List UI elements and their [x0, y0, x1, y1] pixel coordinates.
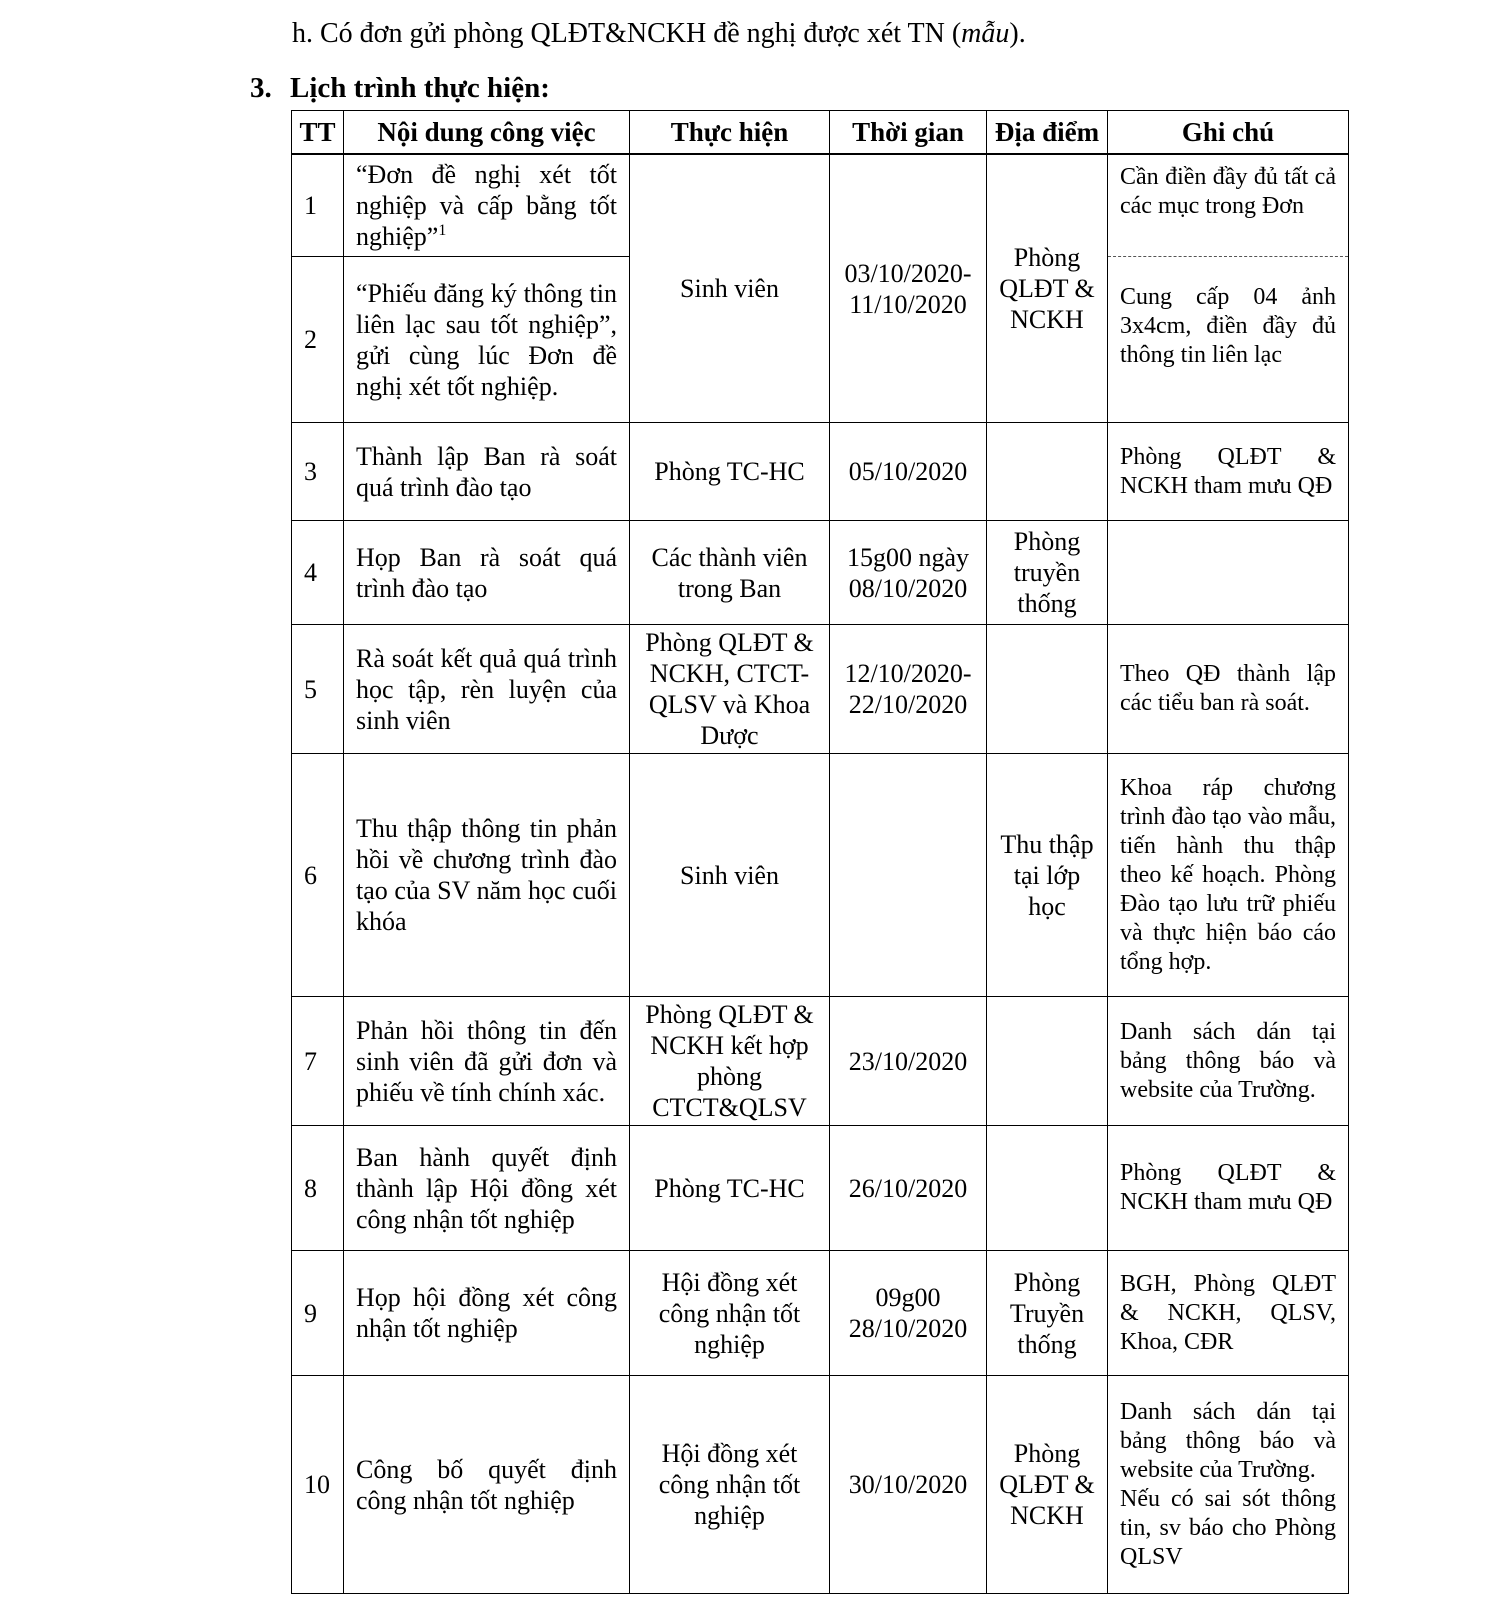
footnote-mark: 1 [438, 222, 447, 240]
cell-noi-dung: Rà soát kết quả quá trình học tập, rèn luyện của sinh viên [344, 625, 630, 754]
cell-tt: 8 [292, 1126, 344, 1251]
cell-dia-diem [987, 423, 1108, 521]
cell-thoi-gian: 05/10/2020 [830, 423, 987, 521]
cell-thoi-gian: 15g00 ngày 08/10/2020 [830, 521, 987, 625]
cell-thuc-hien: Phòng TC-HC [630, 423, 830, 521]
cell-ghi-chu: Phòng QLĐT & NCKH tham mưu QĐ [1108, 423, 1349, 521]
table-row [292, 154, 1349, 257]
cell-dia-diem [987, 997, 1108, 1126]
cell-thuc-hien: Hội đồng xét công nhận tốt nghiệp [630, 1251, 830, 1376]
header-tt: TT [292, 111, 344, 155]
requirement-item-h: h. Có đơn gửi phòng QLĐT&NCKH đề nghị được xét TN (mẫu). [292, 18, 1026, 49]
cell-tt: 10 [292, 1376, 344, 1594]
table-header-row [292, 111, 1349, 155]
cell-ghi-chu: Khoa ráp chương trình đào tạo vào mẫu, tiến hành thu thập theo kế hoạch. Phòng Đào tạo lưu trữ phiếu và thực hiện báo cáo tổng hợp. [1108, 754, 1349, 997]
header-thoi-gian: Thời gian [830, 111, 987, 155]
table-row [292, 423, 1349, 521]
cell-noi-dung: Thu thập thông tin phản hồi về chương trình đào tạo của SV năm học cuối khóa [344, 754, 630, 997]
cell-dia-diem: Thu thập tại lớp học [987, 754, 1108, 997]
table-row [292, 1251, 1349, 1376]
schedule-table [291, 110, 1349, 1594]
cell-thuc-hien: Sinh viên [630, 754, 830, 997]
cell-tt: 9 [292, 1251, 344, 1376]
cell-noi-dung: Ban hành quyết định thành lập Hội đồng xét công nhận tốt nghiệp [344, 1126, 630, 1251]
header-noi-dung: Nội dung công việc [344, 111, 630, 155]
cell-tt: 3 [292, 423, 344, 521]
cell-ghi-chu-merged [1108, 154, 1349, 423]
table-row [292, 997, 1349, 1126]
cell-tt: 6 [292, 754, 344, 997]
cell-thoi-gian: 03/10/2020-11/10/2020 [830, 154, 987, 423]
cell-noi-dung: Phản hồi thông tin đến sinh viên đã gửi đơn và phiếu về tính chính xác. [344, 997, 630, 1126]
italic-word-mau: mẫu [961, 18, 1010, 49]
cell-tt: 5 [292, 625, 344, 754]
cell-ghi-chu: BGH, Phòng QLĐT & NCKH, QLSV, Khoa, CĐR [1108, 1251, 1349, 1376]
cell-dia-diem [987, 1126, 1108, 1251]
cell-dia-diem [987, 625, 1108, 754]
cell-thoi-gian: 23/10/2020 [830, 997, 987, 1126]
note-paragraph-2: Nếu có sai sót thông tin, sv báo cho Phòng QLSV [1120, 1485, 1336, 1570]
cell-ghi-chu [1108, 521, 1349, 625]
table-row [292, 1376, 1349, 1594]
section-number: 3. [250, 72, 272, 104]
cell-ghi-chu: Theo QĐ thành lập các tiểu ban rà soát. [1108, 625, 1349, 754]
cell-noi-dung: “Phiếu đăng ký thông tin liên lạc sau tốt nghiệp”, gửi cùng lúc Đơn đề nghị xét tốt nghiệp. [344, 257, 630, 423]
cell-tt: 1 [292, 154, 344, 257]
table-row [292, 625, 1349, 754]
header-dia-diem: Địa điểm [987, 111, 1108, 155]
cell-noi-dung: Họp hội đồng xét công nhận tốt nghiệp [344, 1251, 630, 1376]
cell-ghi-chu: Danh sách dán tại bảng thông báo và website của Trường. [1108, 997, 1349, 1126]
table-row [292, 1126, 1349, 1251]
cell-noi-dung: Thành lập Ban rà soát quá trình đào tạo [344, 423, 630, 521]
cell-tt: 7 [292, 997, 344, 1126]
header-thuc-hien: Thực hiện [630, 111, 830, 155]
note-row-2: Cung cấp 04 ảnh 3x4cm, điền đầy đủ thông tin liên lạc [1120, 284, 1336, 368]
note-row-1: Cần điền đầy đủ tất cả các mục trong Đơn [1108, 155, 1348, 257]
cell-noi-dung: Công bố quyết định công nhận tốt nghiệp [344, 1376, 630, 1594]
cell-thoi-gian: 26/10/2020 [830, 1126, 987, 1251]
cell-ghi-chu: Phòng QLĐT & NCKH tham mưu QĐ [1108, 1126, 1349, 1251]
cell-ghi-chu [1108, 1376, 1349, 1594]
cell-dia-diem: Phòng Truyền thống [987, 1251, 1108, 1376]
cell-thoi-gian: 12/10/2020-22/10/2020 [830, 625, 987, 754]
table-row [292, 521, 1349, 625]
note-paragraph-1: Danh sách dán tại bảng thông báo và website của Trường. [1120, 1398, 1336, 1483]
cell-thuc-hien: Hội đồng xét công nhận tốt nghiệp [630, 1376, 830, 1594]
cell-dia-diem: Phòng QLĐT & NCKH [987, 154, 1108, 423]
section-title: Lịch trình thực hiện: [290, 72, 550, 104]
cell-noi-dung: Họp Ban rà soát quá trình đào tạo [344, 521, 630, 625]
cell-dia-diem: Phòng QLĐT & NCKH [987, 1376, 1108, 1594]
cell-dia-diem: Phòng truyền thống [987, 521, 1108, 625]
cell-thoi-gian: 30/10/2020 [830, 1376, 987, 1594]
cell-thuc-hien: Các thành viên trong Ban [630, 521, 830, 625]
cell-tt: 4 [292, 521, 344, 625]
table-row [292, 754, 1349, 997]
cell-thoi-gian: 09g00 28/10/2020 [830, 1251, 987, 1376]
cell-thuc-hien: Phòng TC-HC [630, 1126, 830, 1251]
cell-tt: 2 [292, 257, 344, 423]
cell-thuc-hien: Phòng QLĐT & NCKH, CTCT-QLSV và Khoa Dược [630, 625, 830, 754]
header-ghi-chu: Ghi chú [1108, 111, 1349, 155]
cell-noi-dung: “Đơn đề nghị xét tốt nghiệp và cấp bằng tốt nghiệp”$^1$ [344, 154, 630, 257]
cell-thuc-hien: Sinh viên [630, 154, 830, 423]
cell-thuc-hien: Phòng QLĐT & NCKH kết hợp phòng CTCT&QLSV [630, 997, 830, 1126]
cell-thoi-gian [830, 754, 987, 997]
section-heading [250, 66, 550, 110]
